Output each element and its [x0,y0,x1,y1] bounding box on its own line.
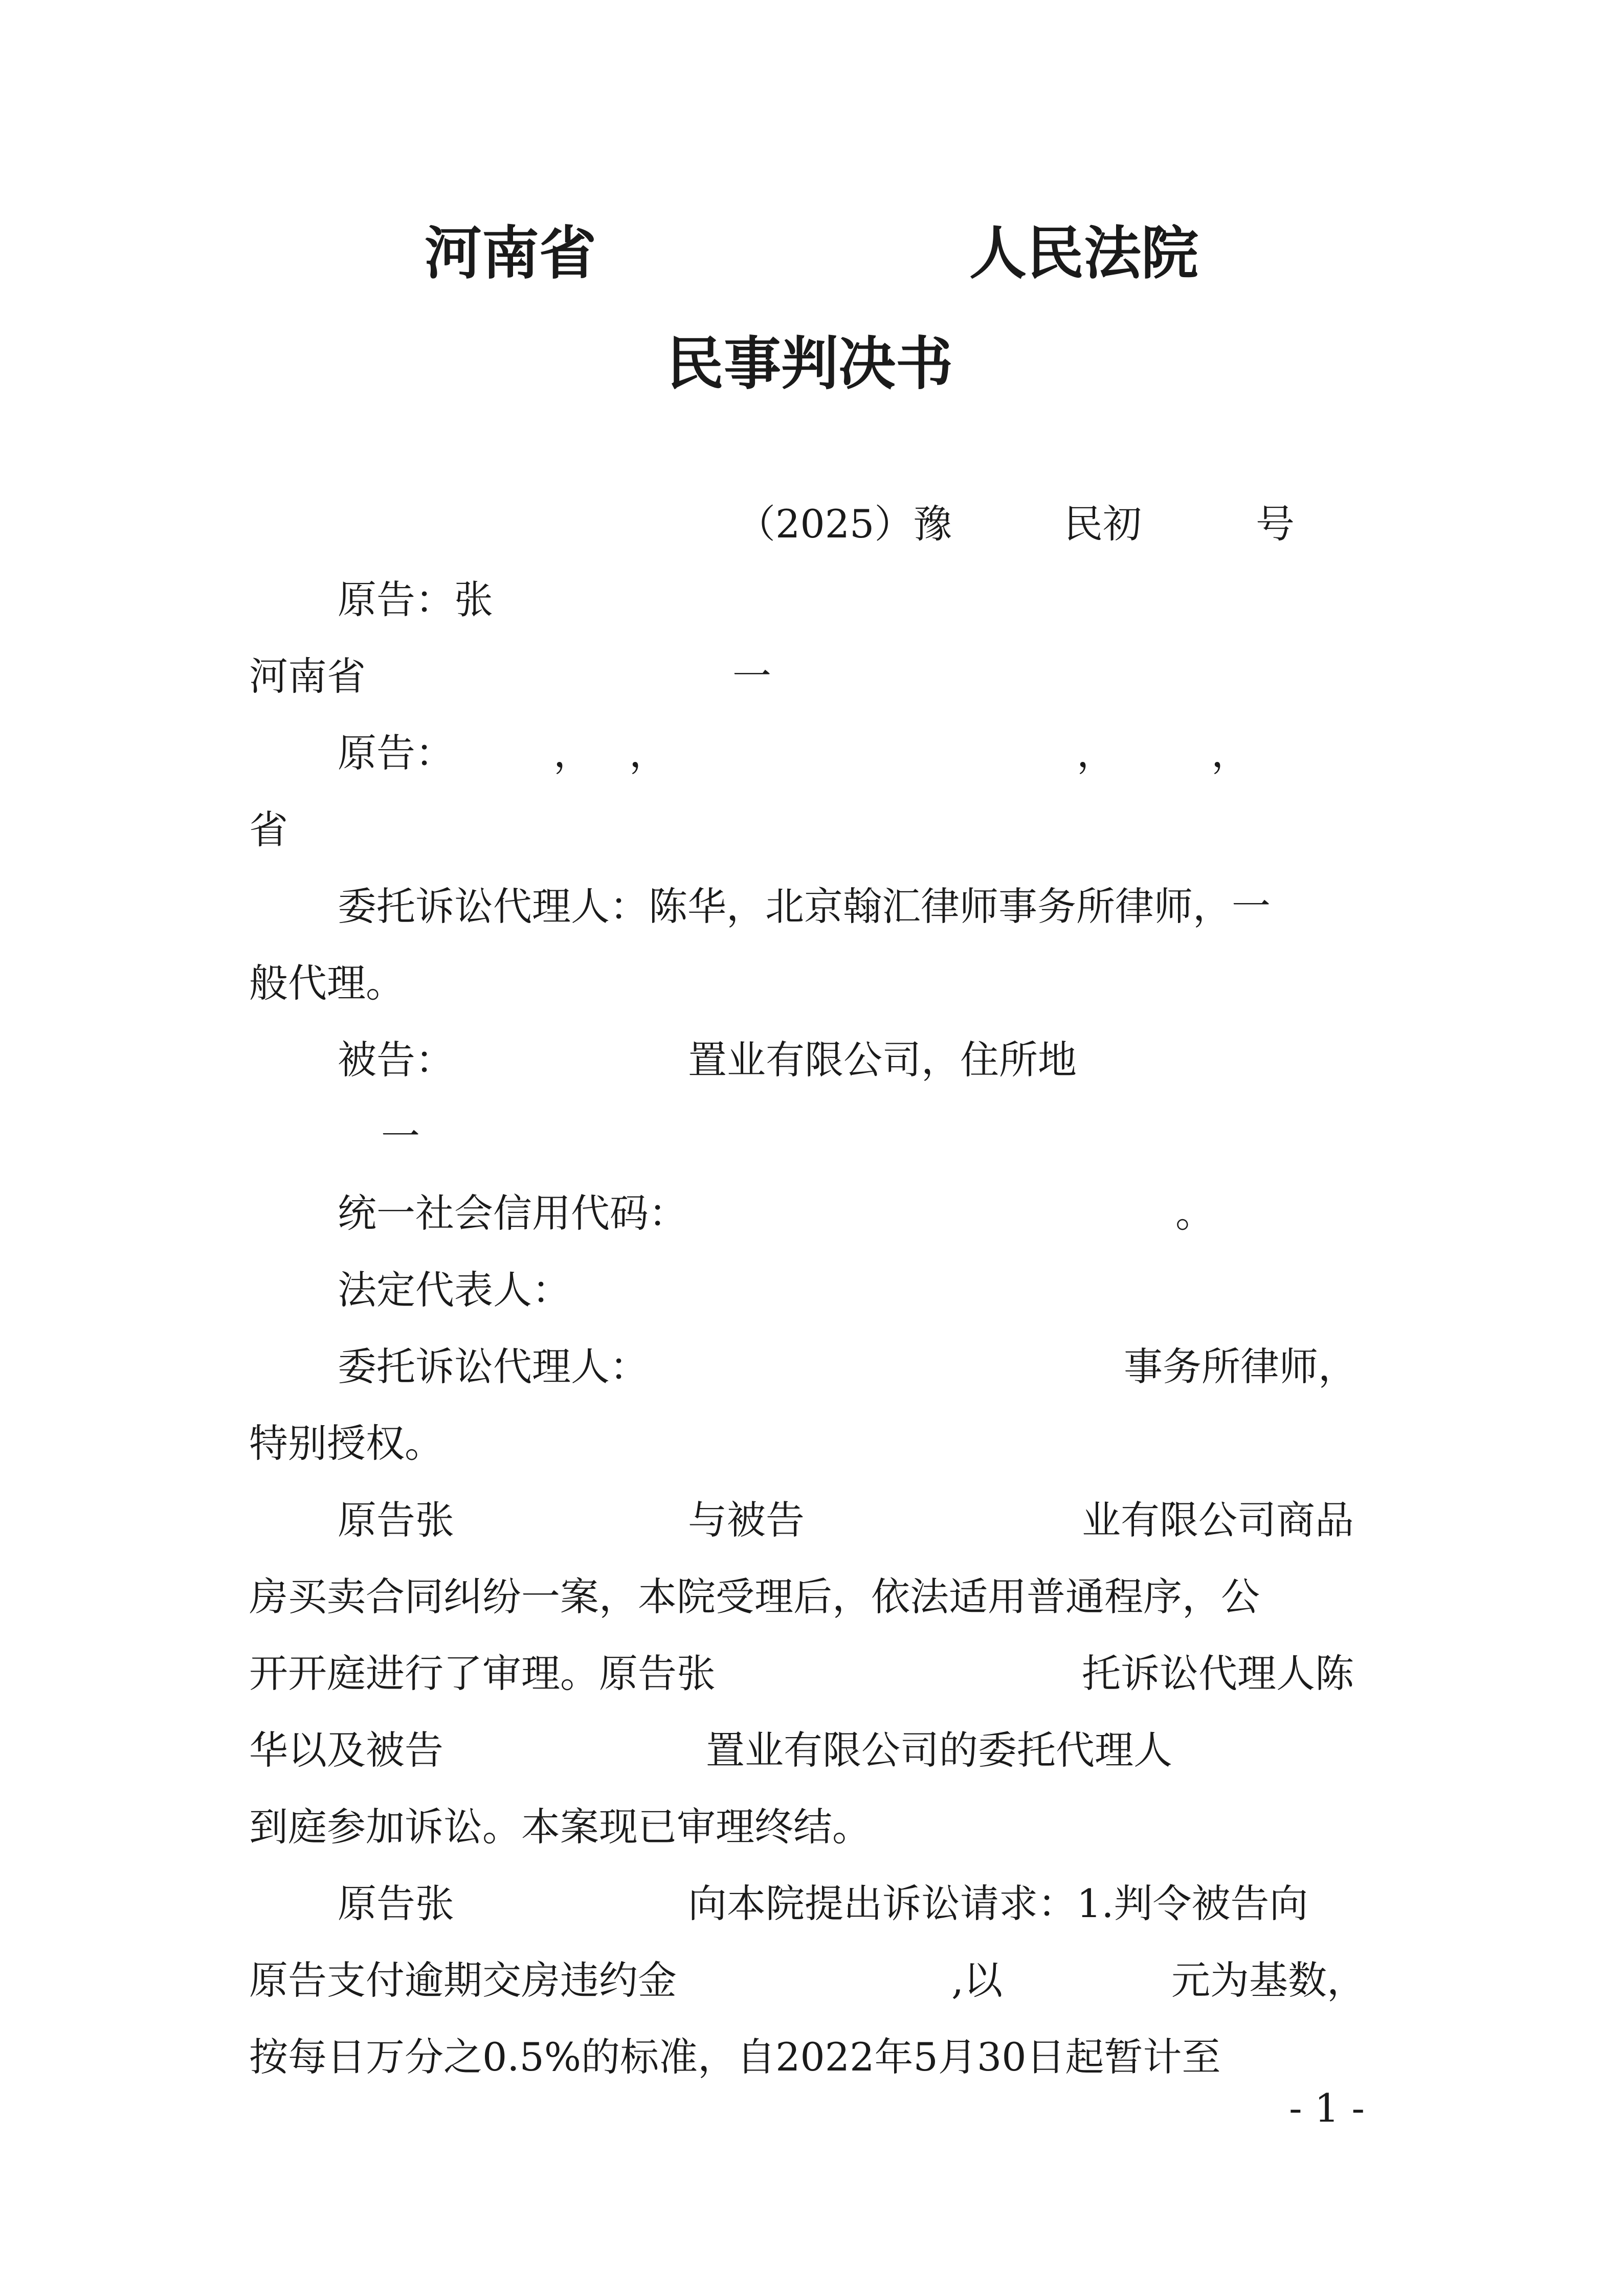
agent2-tail: 事务所律师， [1124,1344,1357,1389]
plaintiff2-address: 省 [249,807,288,852]
page-number: - 1 - [1289,2085,1365,2131]
defendant-label: 被告： [338,1037,454,1083]
agent2-label: 委托诉讼代理人： [338,1344,649,1389]
case-number-prefix: （2025）豫 [737,501,952,547]
agent2-line2: 特别授权。 [249,1421,443,1466]
body-p1-line3b: 托诉讼代理人陈 [1082,1651,1354,1696]
body-p1-line4b: 置业有限公司的委托代理人 [706,1727,1172,1773]
credit-code-end: 。 [1175,1190,1214,1236]
plaintiff2-comma-4: ， [1211,730,1250,776]
agent1-line1: 委托诉讼代理人：陈华，北京翰汇律师事务所律师，一 [338,884,1271,929]
plaintiff1-address-dash: 一 [732,654,771,699]
body-p2-line2a: 原告支付逾期交房违约金 [249,1957,677,2003]
body-p1-a: 原告张 [338,1497,454,1543]
plaintiff2-comma-2: ， [629,730,668,776]
case-number-suffix: 号 [1256,501,1295,547]
plaintiff2-label: 原告： [338,730,454,776]
plaintiff2-comma-3: ， [1077,730,1116,776]
court-name-suffix: 人民法院 [969,220,1198,287]
defendant-address-dash: 一 [381,1114,420,1159]
agent1-line2: 般代理。 [249,960,405,1006]
body-p2-line2c: 元为基数， [1171,1957,1366,2003]
legal-representative-label: 法定代表人： [338,1267,571,1313]
body-p1-line4a: 华以及被告 [249,1727,443,1773]
body-p2-line3: 按每日万分之0.5%的标准，自2022年5月30日起暂计至 [249,2034,1221,2080]
body-p1-line3a: 开开庭进行了审理。原告张 [249,1651,716,1696]
body-p2-line2b: ,以 [951,1957,1003,2003]
credit-code-label: 统一社会信用代码： [338,1190,687,1236]
plaintiff1-label: 原告：张 [338,577,493,622]
plaintiff2-comma-1: ， [553,730,592,776]
body-p1-line5: 到庭参加诉讼。本案现已审理终结。 [249,1804,871,1850]
body-p1-c: 业有限公司商品 [1082,1497,1354,1543]
body-p2-a: 原告张 [338,1881,454,1926]
defendant-name: 置业有限公司，住所地 [688,1037,1077,1083]
body-p1-b: 与被告 [688,1497,805,1543]
body-p2-b: 向本院提出诉讼请求：1.判令被告向 [688,1881,1308,1926]
document-title: 民事判决书 [666,330,953,397]
case-number-mid: 民初 [1064,501,1142,547]
body-p1-line2: 房买卖合同纠纷一案，本院受理后，依法适用普通程序，公 [249,1574,1260,1619]
court-province: 河南省 [425,220,596,287]
plaintiff1-address: 河南省 [249,654,366,699]
